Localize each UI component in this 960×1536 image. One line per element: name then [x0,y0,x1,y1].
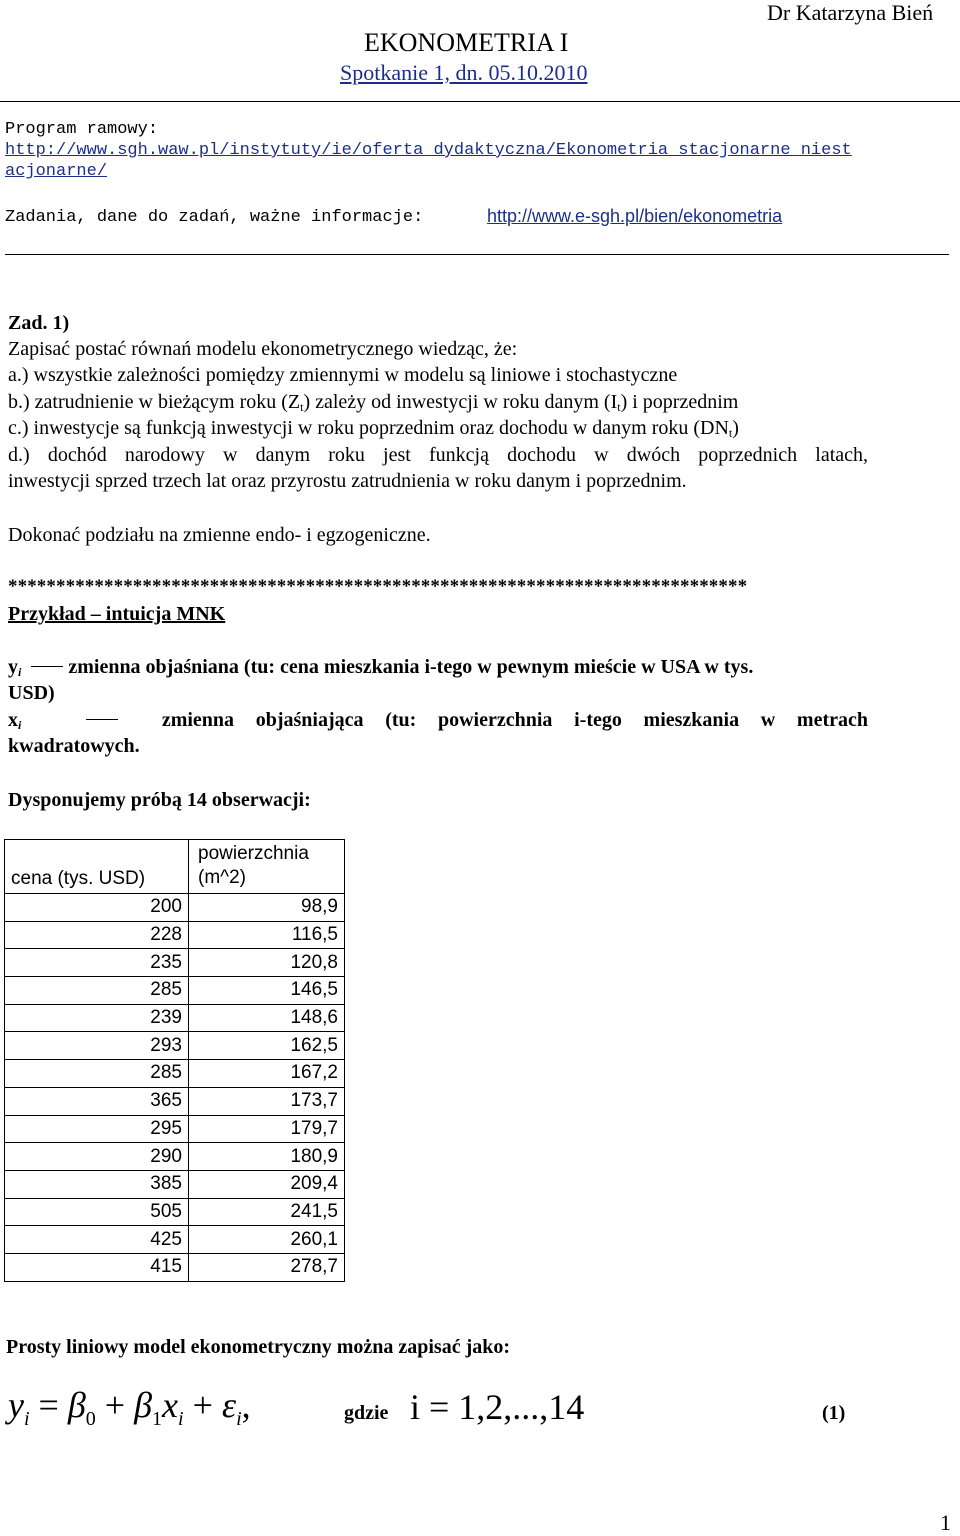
observations-table [4,839,345,1282]
area-cell: 209,4 [189,1170,345,1198]
price-cell: 285 [5,1060,189,1088]
table-row [5,949,345,977]
header-area: powierzchnia (m^2) [189,840,345,894]
price-cell: 295 [5,1115,189,1143]
table-row [5,1170,345,1198]
table-row [5,1198,345,1226]
zad1-d-cont: inwestycji sprzed trzech lat oraz przyrostu zatrudnienia w roku danym i poprzednim. [8,470,687,492]
meeting-date: Spotkanie 1, dn. 05.10.2010 [340,60,588,85]
zad1-intro: Zapisać postać równań modelu ekonometrycznego wiedząc, że: [8,338,518,360]
section-rule [5,254,949,255]
table-row [5,1253,345,1281]
area-cell: 162,5 [189,1032,345,1060]
model-equation: $y_i = \beta_0 + \beta_1x_i + \varepsilon_i$, [8,1385,251,1430]
tasks-label: Zadania, dane do zadań, ważne informacje: [5,208,424,227]
y-variable-desc: $y_i$ zmienna objaśniana (tu: cena mieszkania i-tego w pewnym mieście w USA w tys. [8,656,754,679]
zad1-c: c.) inwestycje są funkcją inwestycji w roku poprzednim oraz dochodu w danym roku $(DN_t)$ [8,417,739,440]
table-row [5,1115,345,1143]
price-cell: 505 [5,1198,189,1226]
zad1-task: Dokonać podziału na zmienne endo- i egzogeniczne. [8,524,431,546]
price-cell: 228 [5,921,189,949]
price-cell: 385 [5,1170,189,1198]
area-cell: 167,2 [189,1060,345,1088]
star-separator: ***************************************************************************** [8,576,748,597]
price-cell: 293 [5,1032,189,1060]
area-cell: 241,5 [189,1198,345,1226]
table-row [5,1143,345,1171]
table-row [5,1004,345,1032]
gdzie-label: gdzie [344,1402,389,1424]
area-cell: 179,7 [189,1115,345,1143]
price-cell: 285 [5,977,189,1005]
price-cell: 425 [5,1226,189,1254]
course-title: EKONOMETRIA I [364,28,569,57]
program-label: Program ramowy: [5,120,159,139]
tasks-link[interactable]: http://www.e-sgh.pl/bien/ekonometria [487,206,783,226]
area-cell: 116,5 [189,921,345,949]
x-variable-desc: $x_i$ zmienna objaśniająca (tu: powierzchnia i-tego mieszkania w metrach [8,709,869,732]
table-row [5,977,345,1005]
price-cell: 235 [5,949,189,977]
model-heading: Prosty liniowy model ekonometryczny można zapisać jako: [6,1336,511,1358]
table-header-row [5,840,345,894]
index-range: i = 1,2,...,14 [410,1387,585,1427]
zad1-d: d.) dochód narodowy w danym roku jest funkcją dochodu w dwóch poprzednich latach, [8,444,868,466]
area-cell: 120,8 [189,949,345,977]
program-link-cont[interactable]: acjonarne/ [5,162,108,181]
area-cell: 148,6 [189,1004,345,1032]
example-title: Przykład – intuicja MNK [8,603,226,625]
price-cell: 239 [5,1004,189,1032]
table-row [5,1032,345,1060]
equation-number: (1) [822,1402,846,1424]
table-row [5,1087,345,1115]
table-row [5,1226,345,1254]
program-link[interactable]: http://www.sgh.waw.pl/instytuty/ie/oferta dydaktyczna/Ekonometria stacjonarne niest [5,141,852,160]
area-cell: 180,9 [189,1143,345,1171]
area-cell: 98,9 [189,894,345,922]
table-row [5,921,345,949]
price-cell: 415 [5,1253,189,1281]
area-cell: 260,1 [189,1226,345,1254]
y-variable-desc-cont: USD) [8,682,55,704]
zad1-title: Zad. 1) [8,312,70,334]
zad1-a: a.) wszystkie zależności pomiędzy zmiennymi w modelu są liniowe i stochastyczne [8,364,678,386]
price-cell: 200 [5,894,189,922]
page-number: 1 [940,1510,951,1535]
sample-label: Dysponujemy próbą 14 obserwacji: [8,789,311,811]
table-row [5,1060,345,1088]
price-cell: 365 [5,1087,189,1115]
x-variable-desc-cont: kwadratowych. [8,735,140,757]
zad1-b: b.) zatrudnienie w bieżącym roku $(Z_t)$ zależy od inwestycji w roku danym $(I_t)$ i poprzednim [8,391,739,414]
price-cell: 290 [5,1143,189,1171]
area-cell: 173,7 [189,1087,345,1115]
header-price: cena (tys. USD) [5,840,189,894]
author-name: Dr Katarzyna Bień [767,0,934,25]
area-cell: 146,5 [189,977,345,1005]
table-row [5,894,345,922]
area-cell: 278,7 [189,1253,345,1281]
header-rule [0,101,960,102]
